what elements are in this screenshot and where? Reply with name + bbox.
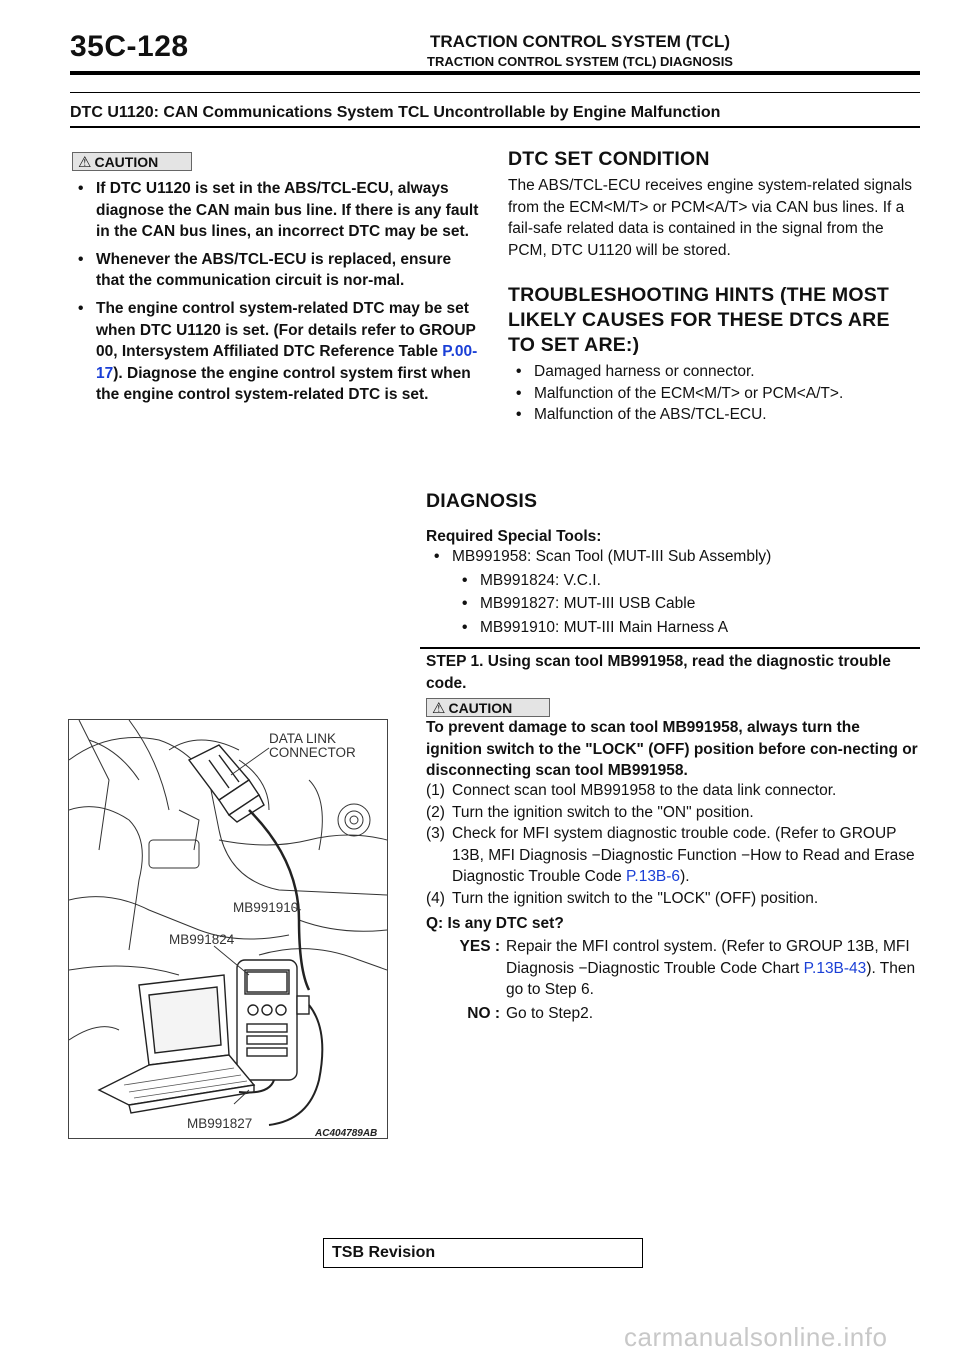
tools-label: Required Special Tools:: [426, 528, 602, 545]
caution-item-3-text-a: The engine control system-related DTC may be set when DTC U1120 is set. (For details refer to GROUP 00, Intersystem Affiliated DTC Reference Table: [96, 299, 476, 361]
troubleshooting-list: [508, 361, 920, 426]
caution-item-1: • If DTC U1120 is set in the ABS/TCL-ECU, always diagnose the CAN main bus line. If there is any fault in the CAN bus lines, an incorrect DTC may be set.: [70, 178, 480, 243]
link-p00-17[interactable]: P.00-17: [96, 343, 478, 382]
yes-text-end: ). Then go to Step 6.: [506, 959, 916, 998]
dtc-set-condition-text: The ABS/TCL-ECU receives engine system-related signals from the ECM<M/T> or PCM<A/T> via CAN bus lines. If a fail-safe related data is contained in the signal from the PCM, DTC U1120 will be stored.: [508, 177, 913, 259]
answer-yes: [434, 936, 920, 1001]
dtc-set-condition-heading: DTC SET CONDITION: [508, 148, 710, 170]
tool-sub-1: • MB991824: V.C.I.: [454, 570, 920, 592]
caution-item-2: • Whenever the ABS/TCL-ECU is replaced, ensure that the communication circuit is nor-mal.: [70, 249, 480, 292]
watermark: carmanualsonline.info: [624, 1322, 888, 1352]
procedure-step-3: [426, 823, 920, 888]
link-p13b-6[interactable]: P.13B-6: [626, 868, 681, 885]
hint-item-3: • Malfunction of the ABS/TCL-ECU.: [508, 404, 920, 426]
scan-tool-figure: [68, 719, 388, 1139]
title-rule-top: [70, 92, 920, 93]
step-text-end: ).: [680, 868, 690, 885]
tool-sub-3: • MB991910: MUT-III Main Harness A: [454, 617, 920, 639]
step-number: (1): [426, 782, 445, 799]
step-text: Connect scan tool MB991958 to the data link connector.: [452, 782, 837, 799]
tools-list: [426, 546, 920, 638]
answer-no: [434, 1003, 920, 1025]
step-text: Turn the ignition switch to the "ON" position.: [452, 803, 754, 821]
step-text: Turn the ignition switch to the "LOCK" (OFF) position.: [452, 889, 819, 907]
no-label: NO :: [467, 1004, 500, 1022]
caution-item-3: [70, 298, 480, 406]
warning-icon: ⚠: [78, 154, 92, 171]
step1-caution-banner: [426, 698, 550, 717]
step-number: (4): [426, 889, 445, 907]
label-dlc: [269, 732, 356, 760]
step-text: Check for MFI system diagnostic trouble code. (Refer to GROUP 13B, MFI Diagnosis −Diagnostic Function −How to Read and Erase Diagnostic Trouble Code: [452, 825, 915, 885]
caution-item-3-text-b: ). Diagnose the engine control system first when the engine control system-related DTC is set.: [96, 364, 471, 404]
yes-label: YES :: [459, 938, 500, 955]
troubleshooting-heading: TROUBLESHOOTING HINTS (THE MOST LIKELY CAUSES FOR THESE DTCS ARE TO SET ARE:): [508, 284, 890, 356]
figure-id: AC404789AB: [315, 1128, 378, 1139]
step1-caution-label: CAUTION: [448, 700, 513, 716]
scan-tool-illustration: [69, 720, 387, 1138]
label-mb991824: MB991824: [169, 932, 235, 947]
caution-list: [70, 178, 480, 412]
section-title: TRACTION CONTROL SYSTEM (TCL): [430, 32, 730, 51]
section-subtitle: TRACTION CONTROL SYSTEM (TCL) DIAGNOSIS: [427, 54, 733, 69]
label-dlc-line2: CONNECTOR: [269, 745, 356, 760]
answers: [434, 936, 920, 1024]
step-number: (3): [426, 825, 445, 842]
step1-rule: [420, 647, 920, 649]
procedure-step-4: [426, 888, 920, 910]
hint-item-2: • Malfunction of the ECM<M/T> or PCM<A/T>.: [508, 383, 920, 405]
link-p13b-43[interactable]: P.13B-43: [803, 959, 867, 977]
tool-sub-2: • MB991827: MUT-III USB Cable: [454, 593, 920, 615]
title-rule-bottom: [70, 126, 920, 128]
warning-icon: ⚠: [432, 700, 446, 717]
step1-caution-text: To prevent damage to scan tool MB991958, always turn the ignition switch to the "LOCK" (OFF) position before con-necting or disconnecting scan tool MB991958.: [426, 719, 918, 779]
tool-main: • MB991958: Scan Tool (MUT-III Sub Assembly): [426, 546, 920, 568]
page-number: 35C-128: [70, 30, 189, 63]
dtc-title: DTC U1120: CAN Communications System TCL Uncontrollable by Engine Malfunction: [70, 104, 721, 121]
procedure-step-2: [426, 802, 920, 824]
question: Q: Is any DTC set?: [426, 915, 564, 932]
yes-text: Repair the MFI control system. (Refer to GROUP 13B, MFI Diagnosis −Diagnostic Trouble Code Chart: [506, 938, 910, 977]
step-number: (2): [426, 803, 445, 821]
label-mb991827: MB991827: [187, 1116, 253, 1131]
hint-item-1: • Damaged harness or connector.: [508, 361, 920, 383]
caution-banner: [72, 152, 192, 171]
label-dlc-line1: DATA LINK: [269, 731, 337, 746]
no-text: Go to Step2.: [506, 1004, 594, 1022]
step1-procedure: [426, 780, 920, 909]
tsb-revision-box: TSB Revision: [323, 1238, 643, 1268]
step1-title: STEP 1. Using scan tool MB991958, read the diagnostic trouble code.: [426, 653, 891, 692]
label-mb991910: MB991910: [233, 900, 299, 915]
caution-label: CAUTION: [94, 154, 159, 170]
diagnosis-heading: DIAGNOSIS: [426, 490, 538, 512]
header-rule: [70, 71, 920, 75]
procedure-step-1: [426, 780, 920, 802]
